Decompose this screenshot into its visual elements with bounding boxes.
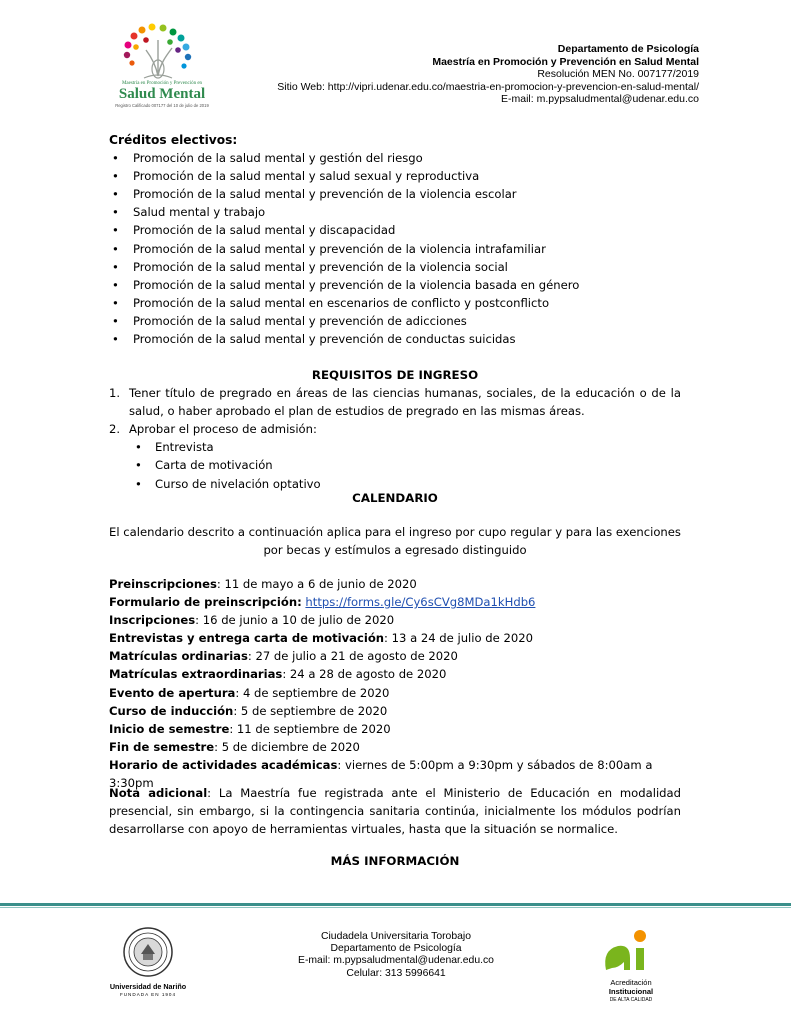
bullet-icon: • <box>135 440 142 455</box>
acreditacion-logo <box>596 928 666 1012</box>
calendar-value: : 5 de septiembre de 2020 <box>233 703 388 718</box>
electivo-text: Salud mental y trabajo <box>133 205 266 220</box>
header-info <box>277 43 699 106</box>
seal-sub: FUNDADA EN 1904 <box>119 992 177 997</box>
bullet-icon: • <box>112 241 119 256</box>
calendar-row <box>109 738 681 756</box>
requisito-item <box>109 420 681 438</box>
acred-line2: Institucional <box>608 987 654 996</box>
requisito-text: Tener título de pregrado en áreas de las ciencias humanas, sociales, de la educación o de la salud, o haber aprobado el plan de estudios de pregrado en las mismas áreas. <box>129 386 681 419</box>
bullet-icon: • <box>112 313 119 328</box>
electivos-title: Créditos electivos: <box>109 133 238 147</box>
list-item <box>109 203 681 221</box>
logo-registration: Registro Calificado 007177 del 10 de julio de 2019 <box>115 103 209 108</box>
list-item <box>109 185 681 203</box>
requisitos-title: REQUISITOS DE INGRESO <box>311 368 479 382</box>
universidad-seal <box>108 924 188 1008</box>
bullet-icon: • <box>112 332 119 347</box>
bullet-icon: • <box>112 205 119 220</box>
requisito-number: 1. <box>109 386 121 401</box>
calendar-value: : 24 a 28 de agosto de 2020 <box>282 667 447 682</box>
requisitos-sublist <box>109 438 681 492</box>
calendar-label: Matrículas extraordinarias <box>109 667 283 682</box>
calendar-label: Evento de apertura <box>109 685 236 700</box>
footer-contact <box>272 931 520 980</box>
electivo-text: Promoción de la salud mental y prevención de la violencia social <box>133 259 508 274</box>
calendar-row <box>109 575 681 593</box>
calendar-row <box>109 702 681 720</box>
sub-item-text: Curso de nivelación optativo <box>155 476 321 491</box>
electivo-text: Promoción de la salud mental y discapacidad <box>133 223 396 238</box>
calendar-row <box>109 720 681 738</box>
calendar-value: : 5 de diciembre de 2020 <box>214 739 360 754</box>
calendar-row <box>109 684 681 702</box>
requisito-text: Aprobar el proceso de admisión: <box>129 422 317 437</box>
calendar-value: : 16 de junio a 10 de julio de 2020 <box>195 613 395 628</box>
calendario-intro: El calendario descrito a continuación aplica para el ingreso por cupo regular y para las exenciones por becas y estímulos a egresado distinguido <box>109 525 681 558</box>
requisito-number: 2. <box>109 422 121 437</box>
footer-campus: Ciudadela Universitaria Torobajo <box>321 931 471 942</box>
calendar-value: : 11 de mayo a 6 de junio de 2020 <box>216 577 417 591</box>
calendar-label: Curso de inducción <box>109 703 234 718</box>
list-item <box>109 240 681 258</box>
calendario-title: CALENDARIO <box>352 491 438 505</box>
electivo-text: Promoción de la salud mental y prevención de conductas suicidas <box>133 332 516 347</box>
bullet-icon: • <box>112 223 119 238</box>
university-seal-icon <box>108 924 188 984</box>
electivo-text: Promoción de la salud mental y gestión del riesgo <box>133 151 423 166</box>
requisitos-list <box>109 384 681 438</box>
acreditacion-ai-icon <box>596 928 666 978</box>
electivo-text: Promoción de la salud mental en escenarios de conflicto y postconflicto <box>133 295 550 310</box>
acred-line3: DE ALTA CALIDAD <box>609 997 653 1003</box>
bullet-icon: • <box>135 458 142 473</box>
footer-email[interactable]: E-mail: m.pypsaludmental@udenar.edu.co <box>298 955 494 967</box>
logo-small-text: Maestría en Promoción y Prevención en <box>121 81 203 86</box>
calendar-label: Entrevistas y entrega carta de motivación <box>109 631 385 646</box>
calendar-label: Preinscripciones <box>109 577 217 591</box>
requisitos-section <box>109 366 681 493</box>
header-resolution: Resolución MEN No. 007177/2019 <box>537 68 699 81</box>
calendar-label: Horario de actividades académicas <box>109 757 338 772</box>
list-item <box>109 258 681 276</box>
calendar-label: Inicio de semestre <box>109 721 230 736</box>
list-item <box>109 294 681 312</box>
list-item <box>109 330 681 348</box>
calendar-row <box>109 593 681 611</box>
tree-icon <box>124 24 191 79</box>
header-website[interactable]: Sitio Web: http://vipri.udenar.edu.co/maestria-en-promocion-y-prevencion-en-salud-mental/ <box>277 80 699 93</box>
calendario-rows <box>109 575 681 792</box>
electivos-list <box>109 149 681 348</box>
calendar-row <box>109 629 681 647</box>
nota-text: : La Maestría fue registrada ante el Ministerio de Educación en modalidad presencial, sin embargo, si la contingencia sanitaria continúa, inicialmente los módulos podrían desarrollarse con apoyo de herramientas virtuales, hasta que la situación se normalice. <box>109 786 681 837</box>
calendar-row <box>109 611 681 629</box>
bullet-icon: • <box>112 169 119 184</box>
salud-mental-logo <box>108 22 216 112</box>
electivo-text: Promoción de la salud mental y prevención de la violencia intrafamiliar <box>133 241 546 256</box>
list-item <box>109 149 681 167</box>
acred-line1: Acreditación <box>610 978 652 987</box>
calendar-label: Fin de semestre <box>109 739 215 754</box>
bullet-icon: • <box>112 259 119 274</box>
logo-title: Salud Mental <box>118 86 206 102</box>
header-program: Maestría en Promoción y Prevención en Salud Mental <box>432 55 699 68</box>
calendar-value: : 27 de julio a 21 de agosto de 2020 <box>247 649 458 664</box>
sub-item-text: Carta de motivación <box>155 458 273 473</box>
calendar-row <box>109 647 681 665</box>
electivo-text: Promoción de la salud mental y prevención de la violencia escolar <box>133 187 517 202</box>
list-item <box>109 312 681 330</box>
calendar-label: Formulario de preinscripción: <box>109 595 302 610</box>
mas-info-title: MÁS INFORMACIÓN <box>330 854 460 868</box>
calendar-value: : viernes de 5:00pm a 9:30pm y sábados de 8:00am a 3:30pm <box>109 757 653 791</box>
seal-name: Universidad de Nariño <box>109 982 187 991</box>
preinscripcion-form-link[interactable]: https://forms.gle/Cy6sCVg8MDa1kHdb6 <box>305 595 536 610</box>
nota-label: Nota adicional <box>109 786 208 800</box>
list-item <box>109 167 681 185</box>
calendar-label: Matrículas ordinarias <box>109 649 248 664</box>
electivos-section <box>109 131 681 348</box>
bullet-icon: • <box>112 277 119 292</box>
calendar-value: : 13 a 24 de julio de 2020 <box>384 631 533 646</box>
bullet-icon: • <box>112 151 119 166</box>
sub-item-text: Entrevista <box>155 440 214 455</box>
list-item <box>109 456 681 474</box>
footer-rule-thin <box>0 907 791 908</box>
electivo-text: Promoción de la salud mental y salud sexual y reproductiva <box>133 169 480 184</box>
electivo-text: Promoción de la salud mental y prevención de adicciones <box>133 313 467 328</box>
header-department: Departamento de Psicología <box>557 43 699 55</box>
electivo-text: Promoción de la salud mental y prevención de la violencia basada en género <box>133 277 580 292</box>
calendar-label: Inscripciones <box>109 613 196 628</box>
nota-adicional <box>109 784 681 838</box>
list-item <box>109 221 681 239</box>
calendar-value: : 4 de septiembre de 2020 <box>235 685 390 700</box>
calendar-row <box>109 665 681 683</box>
calendario-section <box>109 489 681 507</box>
footer-rule <box>0 903 791 906</box>
list-item <box>109 276 681 294</box>
bullet-icon: • <box>135 476 142 491</box>
bullet-icon: • <box>112 295 119 310</box>
requisito-item <box>109 384 681 420</box>
list-item <box>109 438 681 456</box>
calendar-value: : 11 de septiembre de 2020 <box>229 721 391 736</box>
bullet-icon: • <box>112 187 119 202</box>
footer-phone: Celular: 313 5996641 <box>346 967 446 979</box>
header-email[interactable]: E-mail: m.pypsaludmental@udenar.edu.co <box>500 93 699 106</box>
mas-info-section <box>109 852 681 870</box>
footer-department: Departamento de Psicología <box>330 943 462 955</box>
